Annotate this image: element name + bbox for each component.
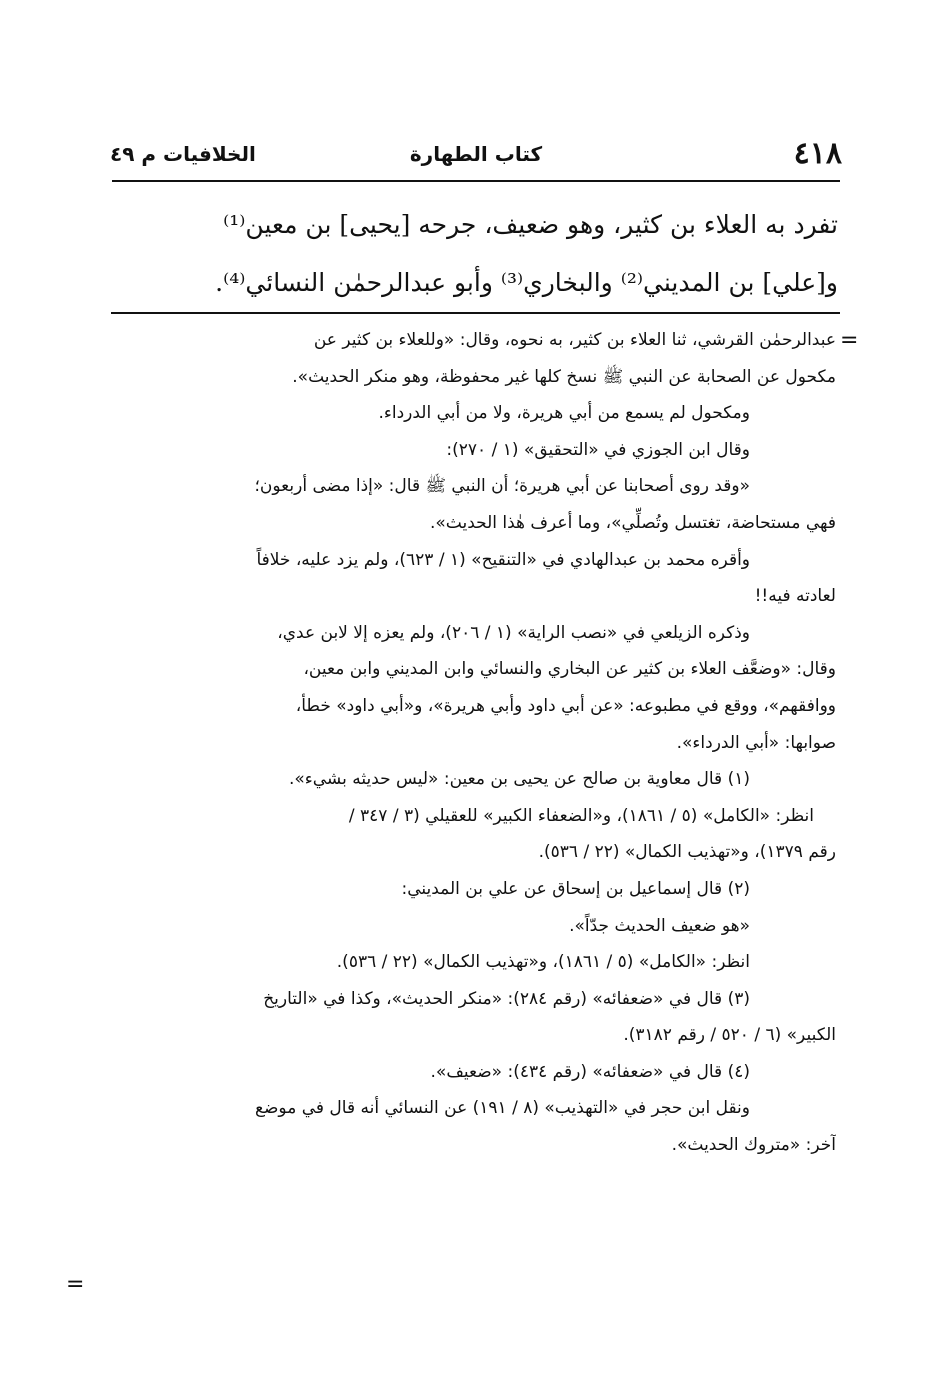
footnote-line: انظر: «الكامل» (٥ / ١٨٦١)، و«تهذيب الكمال» (٢٢ / ٥٣٦). xyxy=(336,952,750,973)
running-head: الخلافيات م ٤٩ xyxy=(110,142,256,166)
footnote-line: ومكحول لم يسمع من أبي هريرة، ولا من أبي الدرداء. xyxy=(378,403,750,424)
footnote-line: «هو ضعيف الحديث جدّاً». xyxy=(569,915,750,936)
footnote-line: آخر: «متروك الحديث». xyxy=(671,1135,836,1156)
footnote-line: (٣) قال في «ضعفائه» (رقم ٢٨٤): «منكر الحديث»، وكذا في «التاريخ xyxy=(263,988,750,1009)
footnote-line: رقم ١٣٧٩)، و«تهذيب الكمال» (٢٢ / ٥٣٦). xyxy=(538,842,836,863)
header-rule xyxy=(112,180,840,182)
main-text-line: تفرد به العلاء بن كثير، وهو ضعيف، جرحه [يحيى] بن معين⁽¹⁾ xyxy=(223,210,838,239)
footnote-line: ووافقهم»، ووقع في مطبوعه: «عن أبي داود وأبي هريرة»، و«أبي داود» خطأ، xyxy=(295,695,836,716)
continuation-mark-top: = xyxy=(840,328,859,353)
footnote-line: لعادته فيه!! xyxy=(754,586,836,607)
footnote-line: وأقره محمد بن عبدالهادي في «التنقيح» (١ / ٦٢٣)، ولم يزد عليه، خلافاً xyxy=(256,549,750,570)
footnote-line: مكحول عن الصحابة عن النبي ﷺ نسخ كلها غير محفوظة، وهو منكر الحديث». xyxy=(292,366,836,387)
footnote-line: (٢) قال إسماعيل بن إسحاق عن علي بن المديني: xyxy=(401,878,750,899)
footnote-line: وذكره الزيلعي في «نصب الراية» (١ / ٢٠٦)، ولم يعزه إلا لابن عدي، xyxy=(277,622,750,643)
footnote-line: ونقل ابن حجر في «التهذيب» (٨ / ١٩١) عن النسائي أنه قال في موضع xyxy=(254,1098,750,1119)
main-text-line: و[علي] بن المديني⁽²⁾ والبخاري⁽³⁾ وأبو عبدالرحمٰن النسائي⁽⁴⁾. xyxy=(215,268,838,297)
footnote-line: (٤) قال في «ضعفائه» (رقم ٤٣٤): «ضعيف». xyxy=(430,1061,750,1082)
continuation-mark-bottom: = xyxy=(66,1272,85,1297)
footnote-line: عبدالرحمٰن القرشي، ثنا العلاء بن كثير، به نحوه، وقال: «وللعلاء بن كثير عن xyxy=(313,330,836,350)
footnote-line: فهي مستحاضة، تغتسل وتُصلِّي»، وما أعرف هٰذا الحديث». xyxy=(429,512,836,533)
page-header xyxy=(110,136,842,176)
footnote-line: «وقد روى أصحابنا عن أبي هريرة؛ أن النبي ﷺ قال: «إذا مضى أربعون؛ xyxy=(254,476,750,497)
footnotes xyxy=(104,322,836,1164)
footnote-line: انظر: «الكامل» (٥ / ١٨٦١)، و«الضعفاء الكبير» للعقيلي (٣ / ٣٤٧ / xyxy=(348,805,814,826)
page-number: ٤١٨ xyxy=(793,136,842,171)
footnote-line: (١) قال معاوية بن صالح عن يحيى بن معين: «ليس حديثه بشيء». xyxy=(288,769,750,790)
main-text xyxy=(138,196,838,312)
footnote-separator xyxy=(111,312,840,314)
footnote-line: صوابها: «أبي الدرداء». xyxy=(676,732,836,753)
chapter-title: كتاب الطهارة xyxy=(409,142,543,166)
footnote-line: وقال ابن الجوزي في «التحقيق» (١ / ٢٧٠): xyxy=(446,439,750,460)
footnote-line: وقال: «وضعَّف العلاء بن كثير عن البخاري والنسائي وابن المديني وابن معين، xyxy=(303,659,836,680)
footnote-line: الكبير» (٦ / ٥٢٠ / رقم ٣١٨٢). xyxy=(623,1025,836,1046)
